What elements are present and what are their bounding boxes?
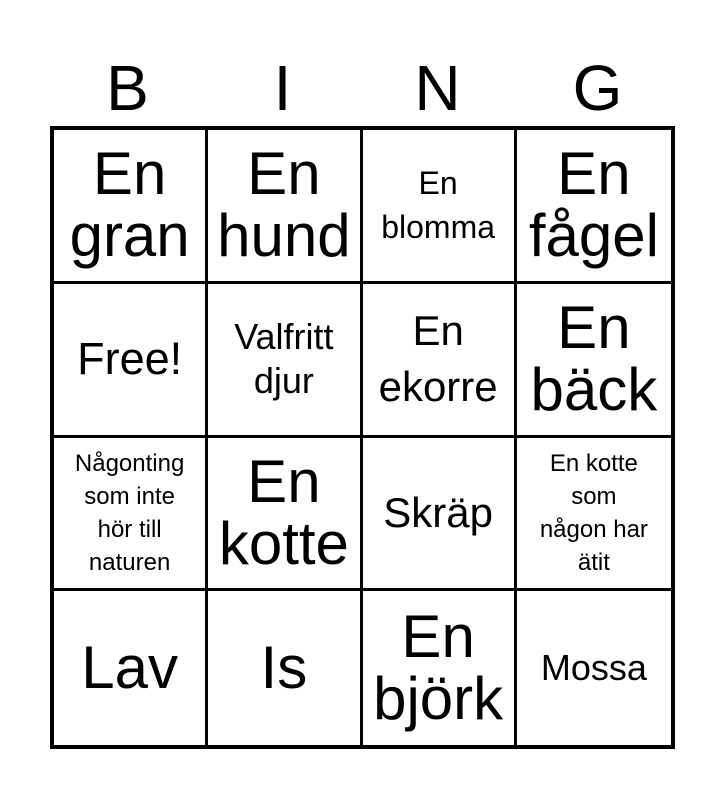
bingo-cell-r2-c3[interactable] <box>363 284 517 438</box>
header-letter-b: B <box>106 52 149 124</box>
bingo-cell-r1-c4[interactable] <box>517 130 671 284</box>
bingo-cell-r1-c1[interactable] <box>54 130 208 284</box>
bingo-cell-r3-c2[interactable] <box>208 438 362 592</box>
bingo-cell-r3-c4[interactable] <box>517 438 671 592</box>
bingo-cell-text: Mossa <box>540 647 647 689</box>
bingo-cell-text: En ekorre <box>378 307 498 411</box>
bingo-cell-r3-c1[interactable] <box>54 438 208 592</box>
bingo-cell-text: Valfritt djur <box>234 316 334 402</box>
bingo-cell-text: En bäck <box>530 294 658 424</box>
bingo-cell-r2-c1[interactable] <box>54 284 208 438</box>
bingo-card <box>50 126 675 749</box>
bingo-cell-text: En gran <box>69 140 190 270</box>
bingo-header <box>50 52 670 124</box>
bingo-cell-r4-c1[interactable] <box>54 591 208 745</box>
bingo-cell-r3-c3[interactable] <box>363 438 517 592</box>
header-letter-i: I <box>273 52 292 124</box>
bingo-cell-r1-c2[interactable] <box>208 130 362 284</box>
bingo-cell-text: Lav <box>81 634 178 702</box>
bingo-cell-r2-c2[interactable] <box>208 284 362 438</box>
bingo-cell-r4-c2[interactable] <box>208 591 362 745</box>
header-letter-g: G <box>572 52 623 124</box>
header-letter-n: N <box>414 52 461 124</box>
bingo-cell-text: En björk <box>373 603 504 733</box>
bingo-cell-text: Någonting som inte hör till naturen <box>74 449 185 576</box>
bingo-cell-r2-c4[interactable] <box>517 284 671 438</box>
bingo-cell-text: En kotte som någon har ätit <box>539 449 648 576</box>
bingo-cell-text: En kotte <box>218 447 349 577</box>
bingo-cell-text: Skräp <box>383 488 493 536</box>
bingo-cell-text: Free! <box>77 333 183 385</box>
bingo-cell-text: Is <box>260 634 308 702</box>
bingo-cell-r1-c3[interactable] <box>363 130 517 284</box>
bingo-cell-text: En fågel <box>528 140 659 270</box>
bingo-cell-r4-c4[interactable] <box>517 591 671 745</box>
bingo-cell-text: En blomma <box>381 165 496 246</box>
bingo-cell-text: En hund <box>217 140 351 270</box>
bingo-cell-r4-c3[interactable] <box>363 591 517 745</box>
